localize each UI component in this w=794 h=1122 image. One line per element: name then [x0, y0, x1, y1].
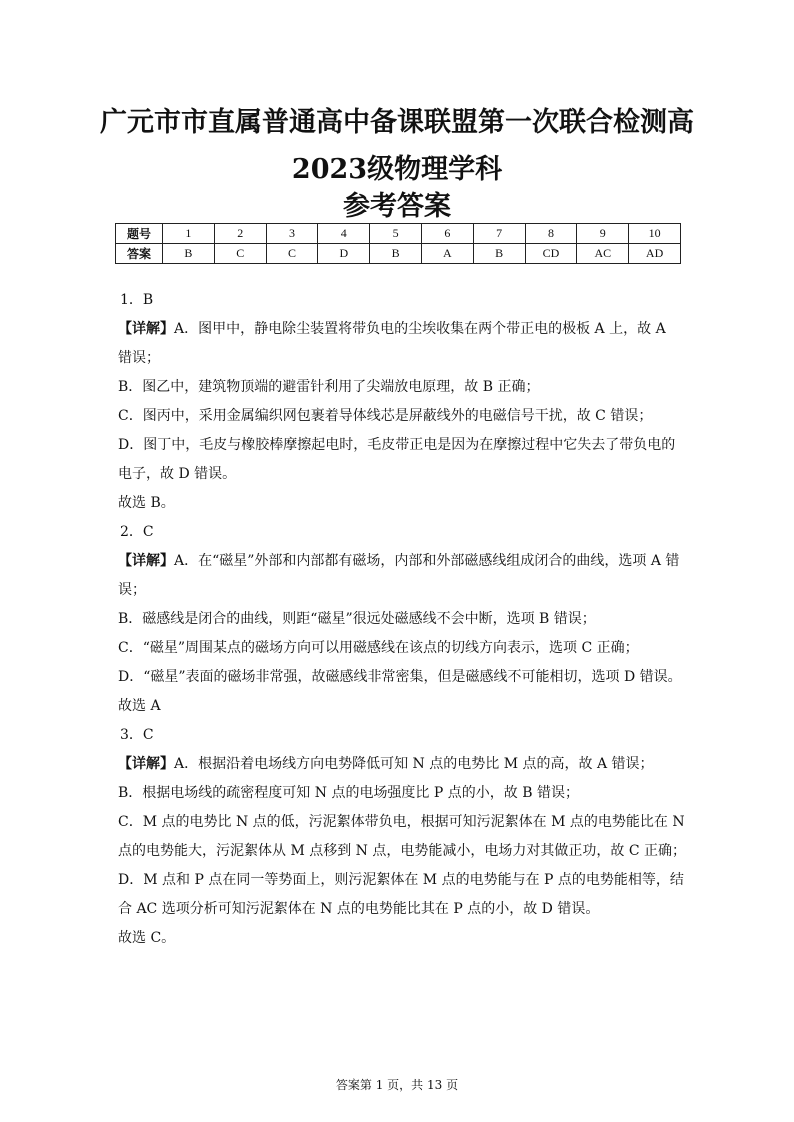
- table-header-label: 题号: [116, 224, 163, 244]
- q1-conclusion: 故选 B。: [118, 495, 175, 511]
- answer-cell: C: [266, 244, 318, 264]
- answer-cell: D: [318, 244, 370, 264]
- q2-conclusion: 故选 A: [118, 698, 161, 714]
- q1-line-2: 错误；: [118, 350, 160, 366]
- question-number: 7: [473, 224, 525, 244]
- question-number: 1: [163, 224, 215, 244]
- q3-line-4: 点的电势能大，污泥絮体从 M 点移到 N 点，电势能减小，电场力对其做正功，故 C 正确；: [118, 843, 686, 859]
- title-line-3: 参考答案: [343, 191, 451, 222]
- q2-line-1: 【详解】A．在“磁星”外部和内部都有磁场，内部和外部磁感线组成闭合的曲线，选项 A 错: [118, 553, 680, 569]
- detail-tag: 【详解】: [118, 756, 174, 772]
- q3-line-6: 合 AC 选项分析可知污泥絮体在 N 点的电势能比其在 P 点的小，故 D 错误。: [118, 901, 600, 917]
- q3-line-1: 【详解】A．根据沿着电场线方向电势降低可知 N 点的电势比 M 点的高，故 A 错误；: [118, 756, 654, 772]
- q1-line-3: B．图乙中，建筑物顶端的避雷针利用了尖端放电原理，故 B 正确；: [118, 379, 540, 395]
- question-number: 4: [318, 224, 370, 244]
- answer-cell: A: [421, 244, 473, 264]
- q2-number: 2．C: [120, 524, 154, 540]
- question-number: 2: [214, 224, 266, 244]
- answer-cell: C: [214, 244, 266, 264]
- q2-line-2: 误；: [118, 582, 146, 598]
- q1-number: 1．B: [120, 292, 154, 308]
- q3-line-2: B．根据电场线的疏密程度可知 N 点的电场强度比 P 点的小，故 B 错误；: [118, 785, 579, 801]
- detail-tag: 【详解】: [118, 321, 174, 337]
- q1-line-1: 【详解】A．图甲中，静电除尘装置将带负电的尘埃收集在两个带正电的极板 A 上，故 A: [118, 321, 666, 337]
- q3-line-3: C．M 点的电势比 N 点的低，污泥絮体带负电，根据可知污泥絮体在 M 点的电势能比在 N: [118, 814, 685, 830]
- question-number: 9: [577, 224, 629, 244]
- answer-cell: AD: [629, 244, 681, 264]
- solution-body: [118, 290, 686, 957]
- answer-cell: CD: [525, 244, 577, 264]
- answer-cell: AC: [577, 244, 629, 264]
- answer-table: [115, 223, 681, 264]
- table-answer-label: 答案: [116, 244, 163, 264]
- answer-cell: B: [370, 244, 422, 264]
- question-number: 5: [370, 224, 422, 244]
- answer-table-number-row: [116, 224, 681, 244]
- title-line-1: 广元市市直属普通高中备课联盟第一次联合检测高: [100, 107, 694, 138]
- question-number: 3: [266, 224, 318, 244]
- title-line-2: 2023级物理学科: [291, 154, 503, 185]
- page-footer: 答案第 1 页，共 13 页: [335, 1078, 459, 1092]
- question-number: 8: [525, 224, 577, 244]
- q3-conclusion: 故选 C。: [118, 930, 176, 946]
- answer-cell: B: [163, 244, 215, 264]
- q1-line-6: 电子，故 D 错误。: [118, 466, 237, 482]
- detail-tag: 【详解】: [118, 553, 174, 569]
- q1-line-4: C．图丙中，采用金属编织网包裹着导体线芯是屏蔽线外的电磁信号干扰，故 C 错误；: [118, 408, 653, 424]
- q3-line-5: D．M 点和 P 点在同一等势面上，则污泥絮体在 M 点的电势能与在 P 点的电势能相等，结: [118, 872, 684, 888]
- q2-line-3: B．磁感线是闭合的曲线，则距“磁星”很远处磁感线不会中断，选项 B 错误；: [118, 611, 596, 627]
- q2-line-4: C．“磁星”周围某点的磁场方向可以用磁感线在该点的切线方向表示，选项 C 正确；: [118, 640, 639, 656]
- question-number: 6: [421, 224, 473, 244]
- question-number: 10: [629, 224, 681, 244]
- q2-line-5: D．“磁星”表面的磁场非常强，故磁感线非常密集，但是磁感线不可能相切，选项 D 错误。: [118, 669, 682, 685]
- q3-number: 3．C: [120, 727, 154, 743]
- answer-cell: B: [473, 244, 525, 264]
- answer-table-answer-row: [116, 244, 681, 264]
- q1-line-5: D．图丁中，毛皮与橡胶棒摩擦起电时，毛皮带正电是因为在摩擦过程中它失去了带负电的: [118, 437, 676, 453]
